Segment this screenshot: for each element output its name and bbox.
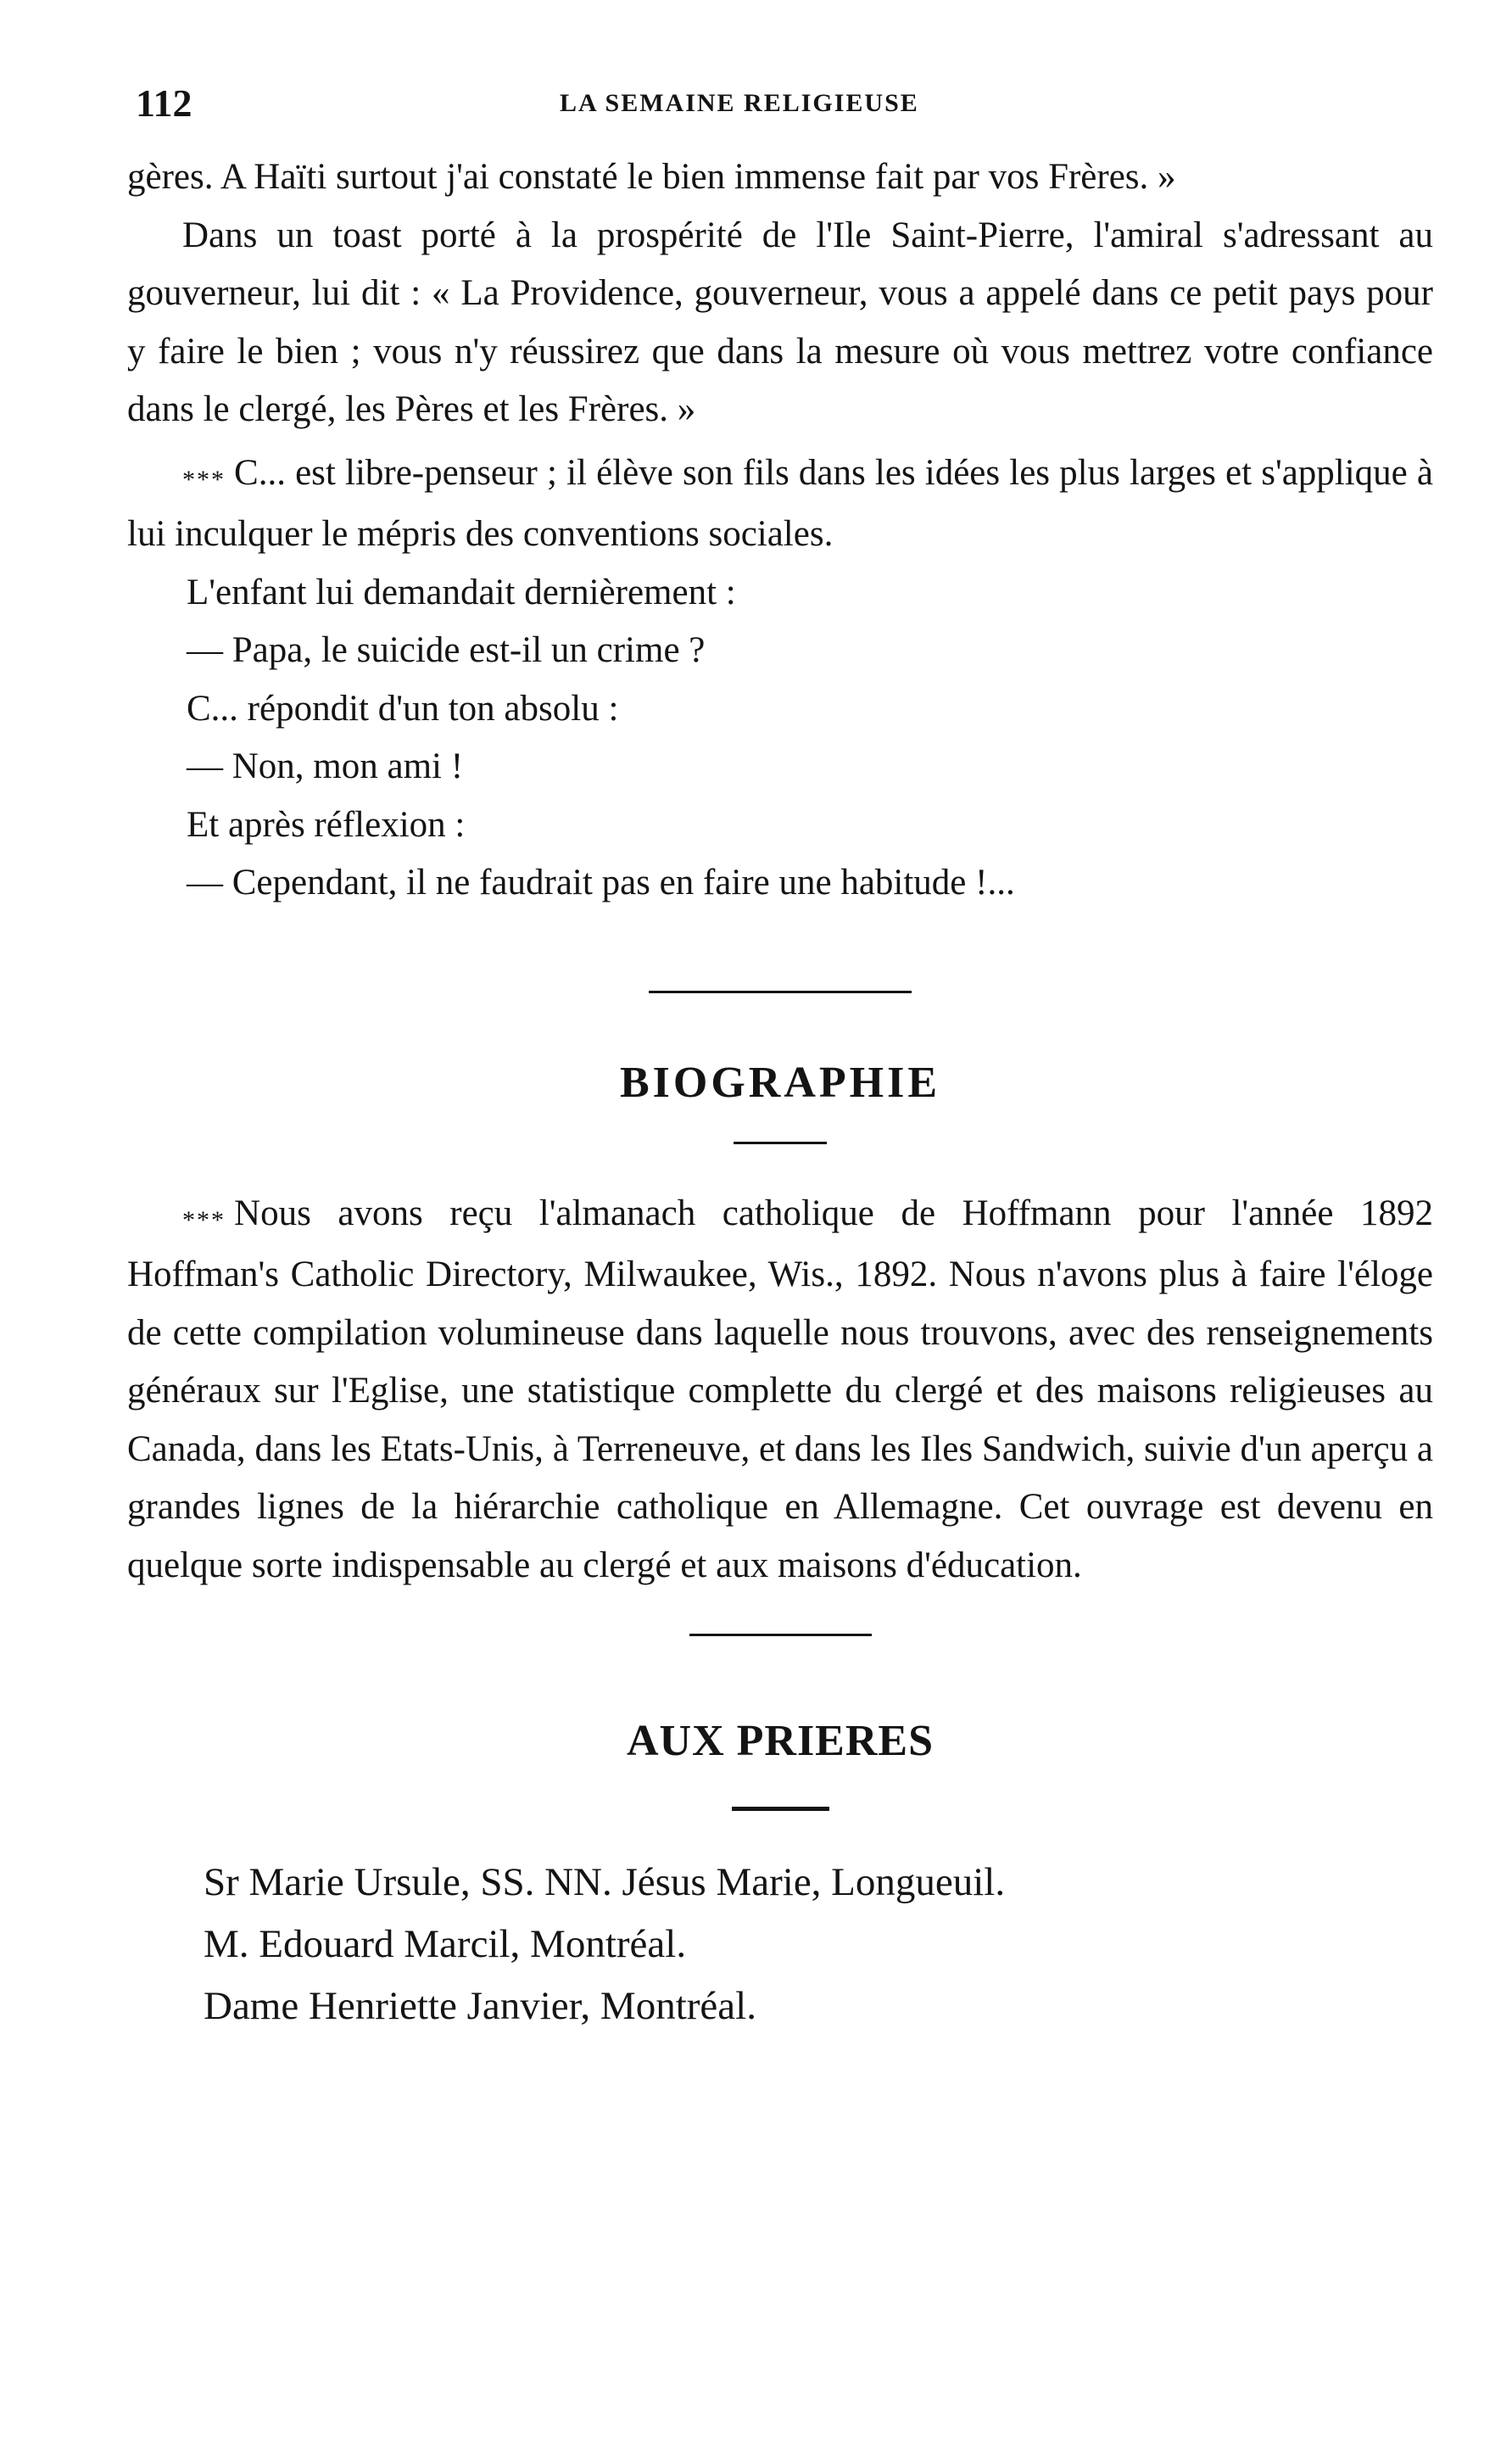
heading-underline [734, 1142, 827, 1144]
biographie-text: Nous avons reçu l'almanach catholique de Hoffmann pour l'année 1892 Hoffman's Catholic Directory, Milwaukee, Wis., 1892. Nous n'avons plus à faire l'éloge de cette compilation volumineuse dans laquelle nous trouvons, avec des renseignements généraux sur l'Eglise, une statistique complette du clergé et des maisons religieuses au Canada, dans les Etats-Unis, à Terreneuve, et dans les Iles Sandwich, suivie d'un aperçu a grandes lignes de la hiérarchie catholique en Allemagne. Cet ouvrage est devenu en quelque sorte indispensable au clergé et aux maisons d'éducation. [127, 1193, 1433, 1585]
aux-prieres-heading: AUX PRIERES [626, 1717, 935, 1765]
biographie-section [127, 1185, 1433, 1595]
anecdote-line: L'enfant lui demandait dernièrement : [187, 572, 736, 612]
page [127, 81, 1433, 2037]
section-divider [689, 1634, 872, 1636]
intro-section [127, 148, 1433, 439]
anecdote-line: — Non, mon ami ! [187, 746, 464, 786]
section-divider [649, 991, 912, 993]
heading-underline [732, 1807, 829, 1811]
biographie-paragraph [127, 1185, 1433, 1595]
asterism-mark: * * * [182, 1205, 223, 1234]
obituary-list [127, 1852, 1433, 2037]
obituary-item: M. Edouard Marcil, Montréal. [204, 1922, 687, 1966]
anecdote-line: — Papa, le suicide est-il un crime ? [187, 630, 706, 670]
anecdote-opening [127, 444, 1433, 564]
anecdote-line: C... répondit d'un ton absolu : [187, 688, 619, 729]
anecdote-line: — Cependant, il ne faudrait pas en faire une habitude !... [187, 863, 1015, 902]
obituary-item: Dame Henriette Janvier, Montréal. [204, 1984, 756, 2028]
page-number: 112 [136, 81, 192, 125]
toast-paragraph: Dans un toast porté à la prospérité de l'Ile Saint-Pierre, l'amiral s'adressant au gouverneur, lui dit : « La Providence, gouverneur, vous a appelé dans ce petit pays pour y faire le bien ; vous n'y réussirez que dans la mesure où vous mettrez votre confiance dans le clergé, les Pères et les Frères. » [127, 215, 1433, 429]
intro-paragraph-continued: gères. A Haïti surtout j'ai constaté le bien immense fait par vos Frères. » [127, 157, 1176, 197]
biographie-heading: BIOGRAPHIE [619, 1058, 941, 1107]
page-header [127, 81, 1433, 148]
anecdote-opening-text: C... est libre-penseur ; il élève son fils dans les idées les plus larges et s'applique à lui inculquer le mépris des conventions sociales. [127, 452, 1433, 554]
obituary-item: Sr Marie Ursule, SS. NN. Jésus Marie, Longueuil. [204, 1860, 1006, 1904]
anecdote-line: Et après réflexion : [187, 804, 466, 845]
asterism-mark: * * * [182, 465, 223, 494]
running-title: LA SEMAINE RELIGIEUSE [560, 89, 919, 117]
anecdote-section [127, 444, 1433, 913]
